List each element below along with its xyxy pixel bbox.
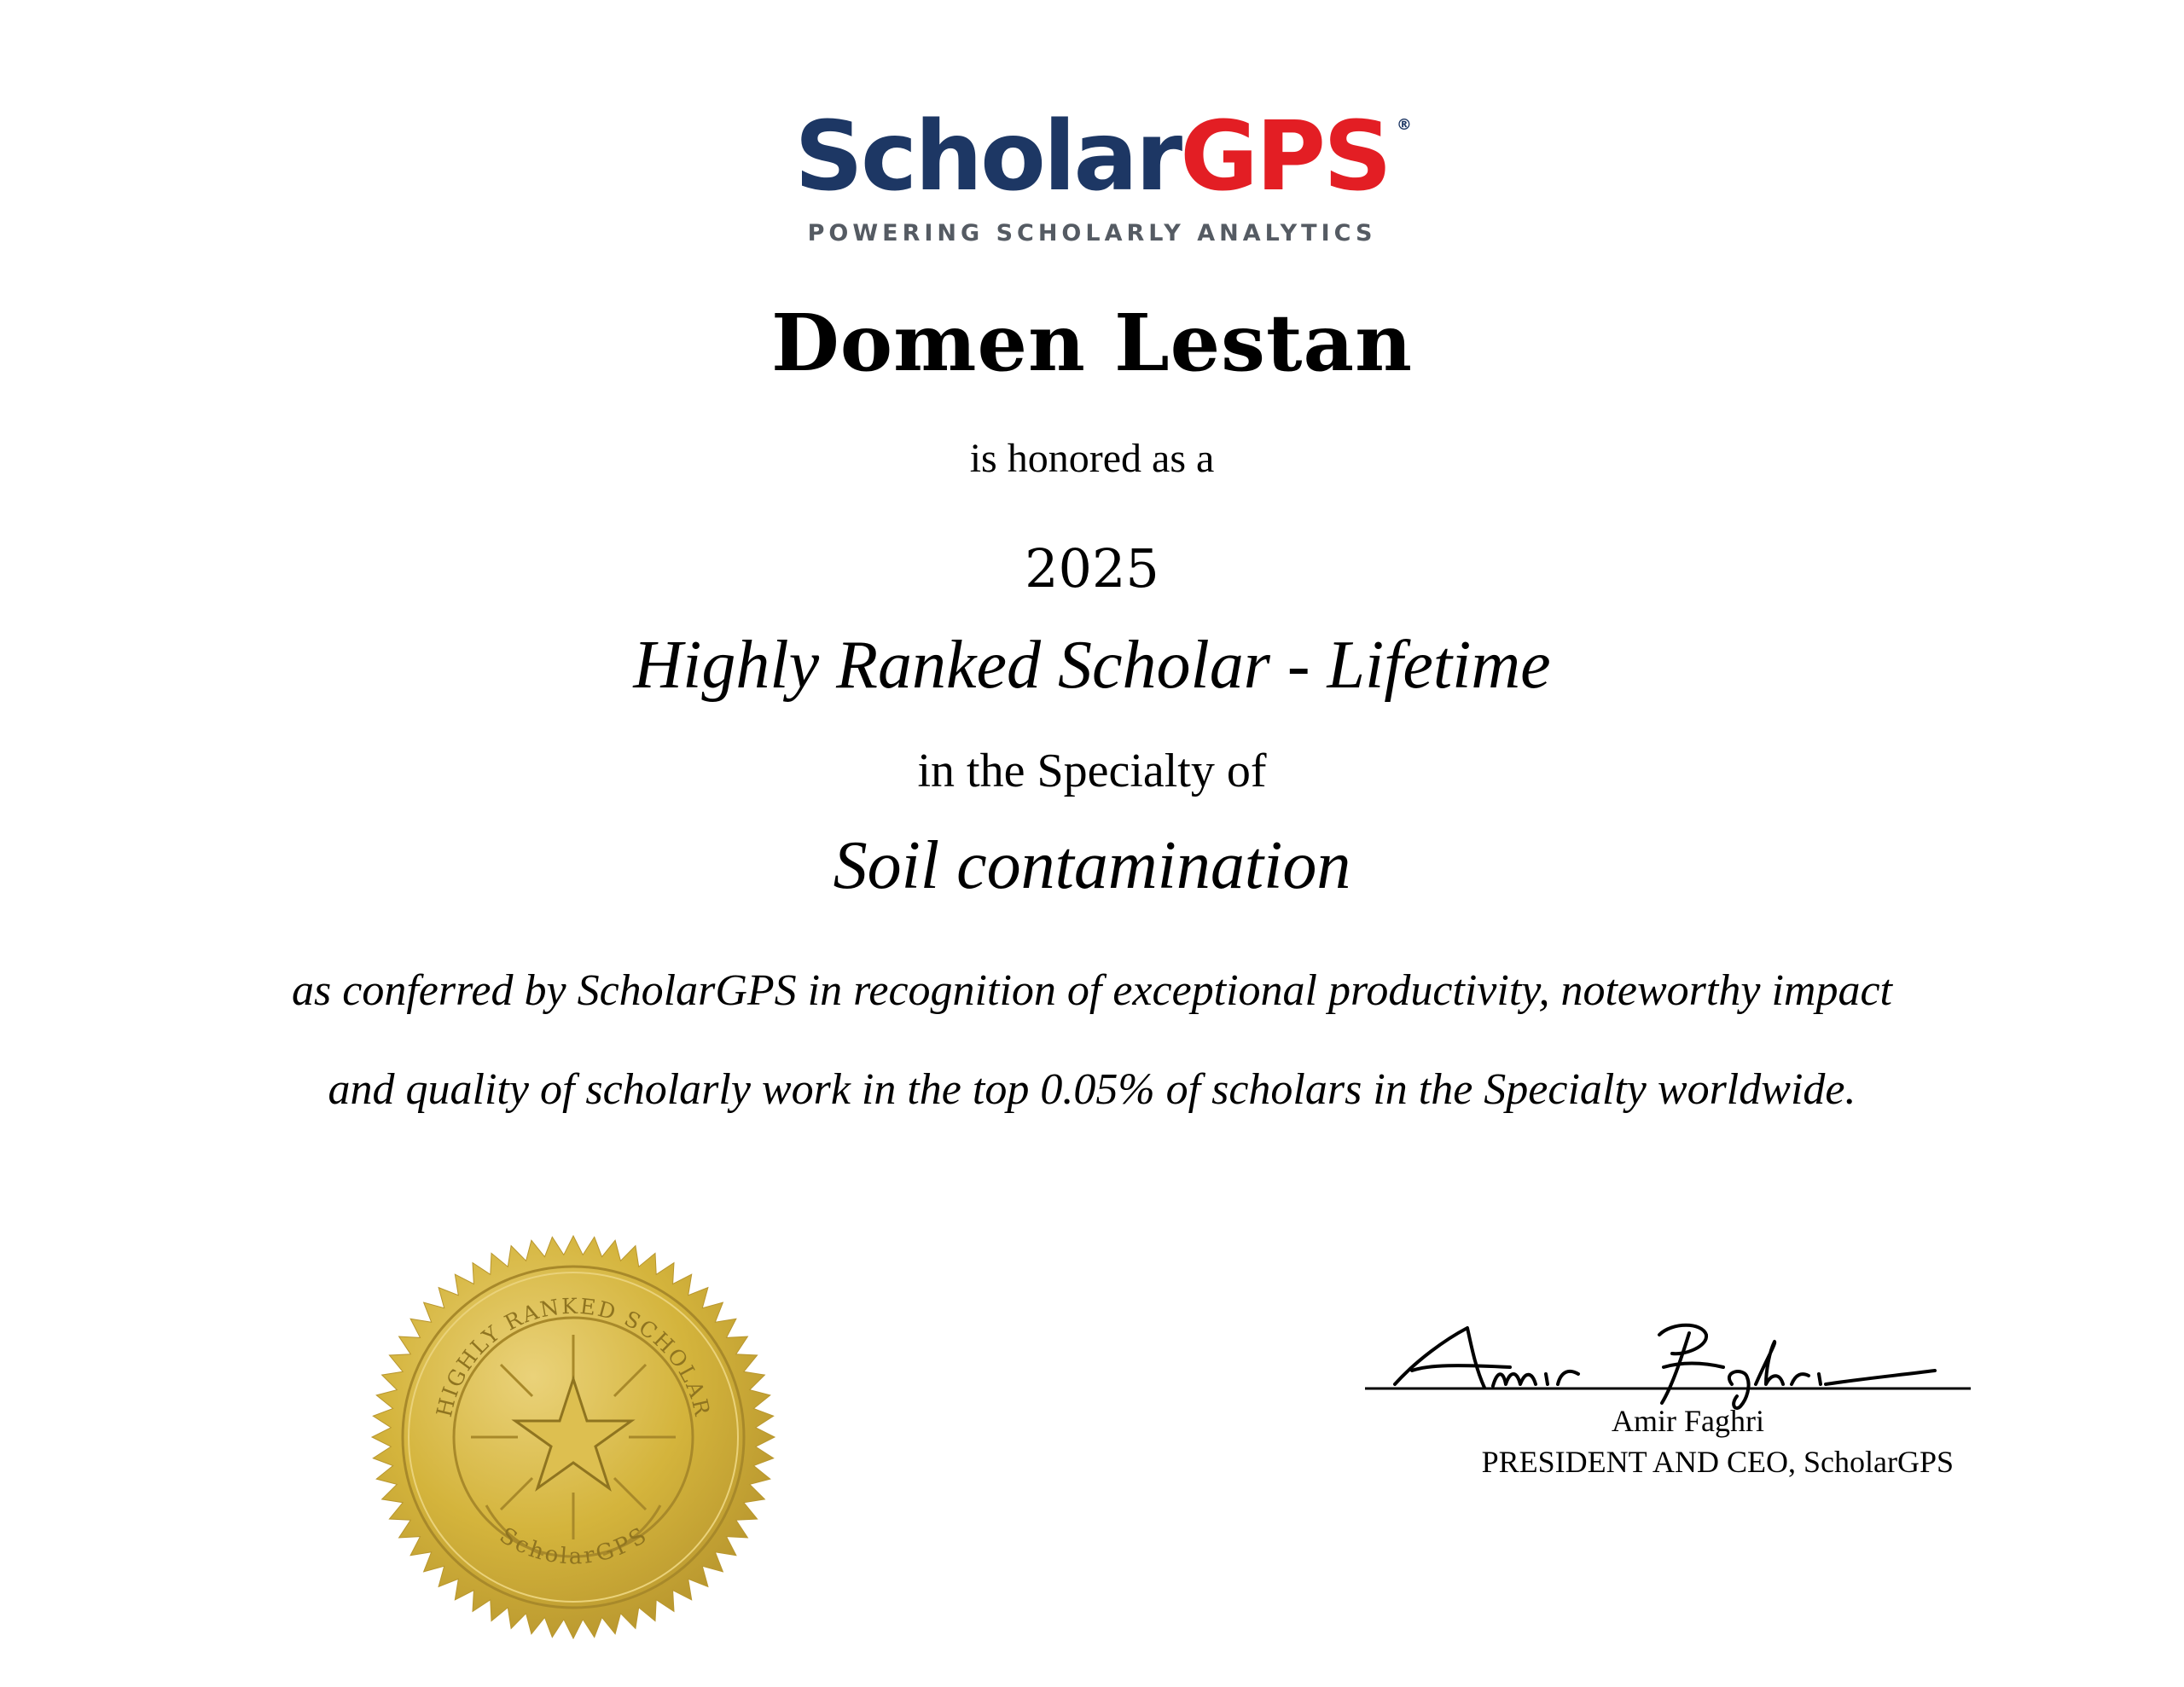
logo-wordmark-scholar: Scholar: [794, 101, 1181, 212]
award-year: 2025: [1025, 537, 1159, 600]
specialty-name: Soil contamination: [833, 828, 1351, 903]
handwritten-signature: [1365, 1318, 1971, 1412]
signer-name: Amir Faghri: [1612, 1404, 1764, 1438]
seal-bottom-text: ScholarGPS: [495, 1522, 652, 1570]
signer-title: PRESIDENT AND CEO, ScholarGPS: [1481, 1445, 1954, 1479]
seal-top-text: HIGHLY RANKED SCHOLAR: [431, 1293, 716, 1420]
citation-line-1: as conferred by ScholarGPS in recognition of exceptional productivity, noteworthy impact: [292, 966, 1892, 1015]
registered-mark: ®: [1396, 116, 1412, 134]
signature-block: [1365, 1318, 1971, 1497]
award-title: Highly Ranked Scholar - Lifetime: [633, 628, 1551, 703]
gold-seal: [369, 1232, 778, 1642]
logo-wordmark-gps: GPS: [1180, 101, 1390, 212]
specialty-intro: in the Specialty of: [917, 745, 1267, 797]
recipient-name: Domen Lestan: [771, 297, 1413, 389]
honored-text: is honored as a: [969, 436, 1215, 481]
logo-wordmark: [794, 101, 1412, 212]
scholargps-logo: [0, 101, 2184, 246]
logo-tagline: POWERING SCHOLARLY ANALYTICS: [807, 220, 1377, 246]
citation-line-2: and quality of scholarly work in the top 0.05% of scholars in the Specialty worldwide.: [328, 1065, 1856, 1114]
